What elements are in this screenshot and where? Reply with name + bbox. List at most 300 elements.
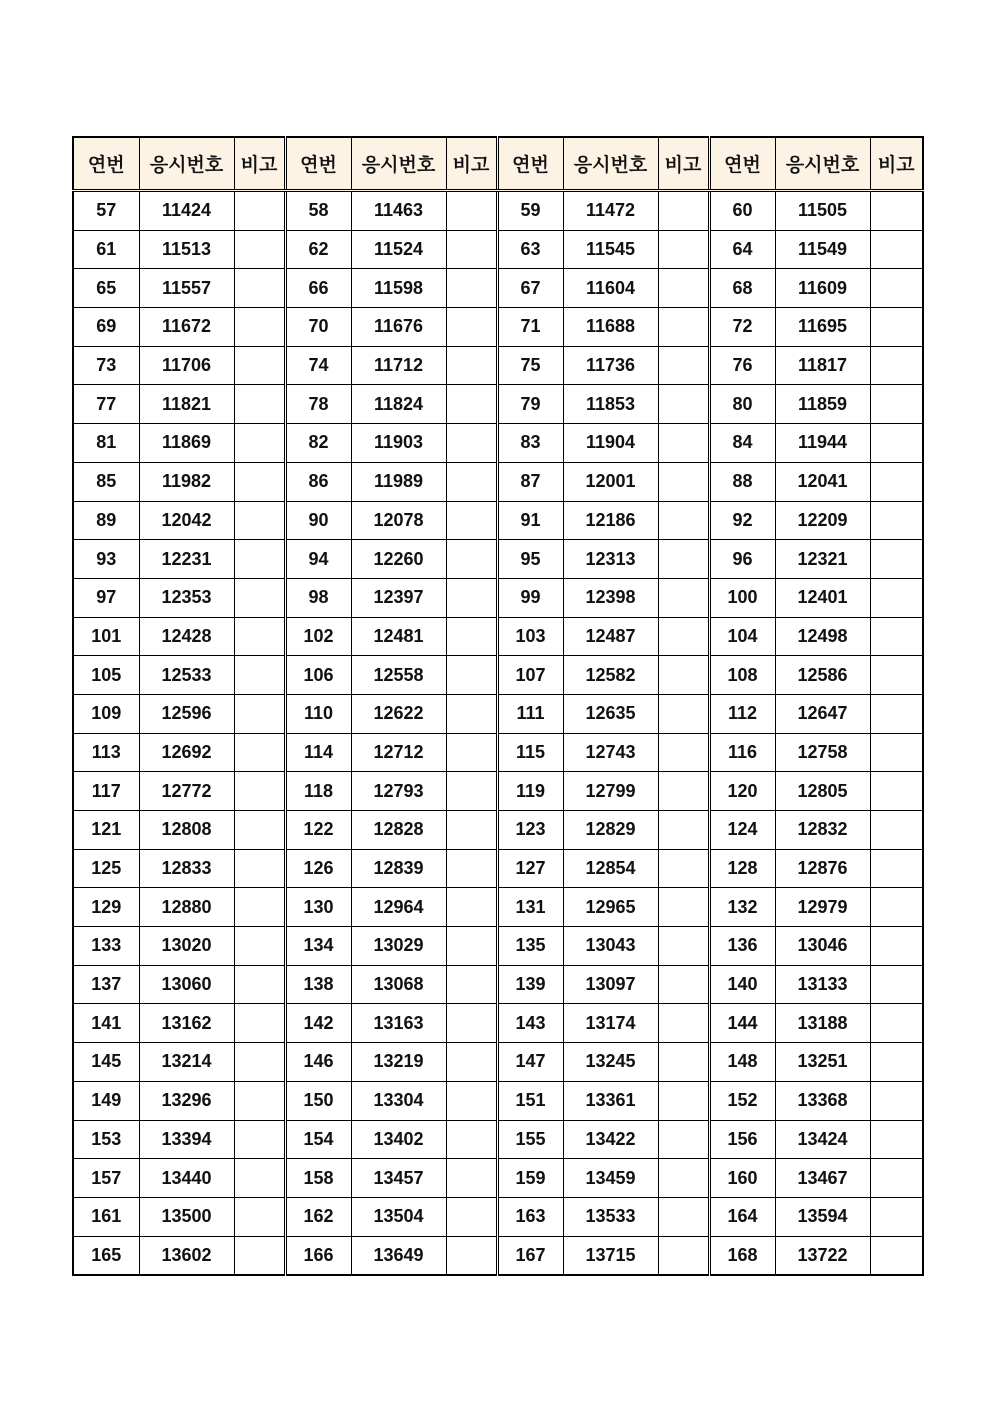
note-cell bbox=[870, 191, 923, 231]
seq-cell: 142 bbox=[285, 1004, 351, 1043]
exam-number-cell: 12596 bbox=[139, 694, 234, 733]
seq-cell: 133 bbox=[73, 927, 139, 966]
note-cell bbox=[234, 230, 285, 269]
note-cell bbox=[234, 965, 285, 1004]
note-cell bbox=[446, 191, 497, 231]
seq-cell: 91 bbox=[497, 501, 563, 540]
note-cell bbox=[870, 1004, 923, 1043]
note-cell bbox=[446, 424, 497, 463]
note-cell bbox=[658, 1004, 709, 1043]
table-row bbox=[73, 656, 923, 695]
note-cell bbox=[870, 424, 923, 463]
note-cell bbox=[870, 694, 923, 733]
seq-cell: 159 bbox=[497, 1159, 563, 1198]
seq-cell: 69 bbox=[73, 308, 139, 347]
note-cell bbox=[446, 269, 497, 308]
exam-number-cell: 11463 bbox=[351, 191, 446, 231]
seq-cell: 161 bbox=[73, 1197, 139, 1236]
seq-cell: 136 bbox=[709, 927, 775, 966]
seq-cell: 128 bbox=[709, 849, 775, 888]
seq-cell: 73 bbox=[73, 346, 139, 385]
exam-number-cell: 12231 bbox=[139, 540, 234, 579]
table-row bbox=[73, 888, 923, 927]
note-cell bbox=[446, 1197, 497, 1236]
header-seq: 연번 bbox=[73, 137, 139, 191]
seq-cell: 80 bbox=[709, 385, 775, 424]
exam-number-cell: 13602 bbox=[139, 1236, 234, 1275]
exam-number-cell: 13219 bbox=[351, 1043, 446, 1082]
note-cell bbox=[446, 1159, 497, 1198]
exam-number-cell: 13214 bbox=[139, 1043, 234, 1082]
note-cell bbox=[870, 927, 923, 966]
note-cell bbox=[234, 346, 285, 385]
exam-number-cell: 12498 bbox=[775, 617, 870, 656]
exam-number-cell: 12772 bbox=[139, 772, 234, 811]
exam-number-cell: 11524 bbox=[351, 230, 446, 269]
seq-cell: 78 bbox=[285, 385, 351, 424]
seq-cell: 92 bbox=[709, 501, 775, 540]
exam-number-cell: 13060 bbox=[139, 965, 234, 1004]
seq-cell: 164 bbox=[709, 1197, 775, 1236]
seq-cell: 135 bbox=[497, 927, 563, 966]
seq-cell: 79 bbox=[497, 385, 563, 424]
seq-cell: 100 bbox=[709, 578, 775, 617]
note-cell bbox=[446, 927, 497, 966]
seq-cell: 96 bbox=[709, 540, 775, 579]
note-cell bbox=[870, 308, 923, 347]
note-cell bbox=[446, 540, 497, 579]
table-row bbox=[73, 462, 923, 501]
table-header bbox=[73, 137, 923, 191]
exam-number-cell: 12186 bbox=[563, 501, 658, 540]
table-row bbox=[73, 540, 923, 579]
exam-number-cell: 11505 bbox=[775, 191, 870, 231]
exam-number-cell: 11817 bbox=[775, 346, 870, 385]
note-cell bbox=[446, 1120, 497, 1159]
note-cell bbox=[234, 1236, 285, 1275]
seq-cell: 82 bbox=[285, 424, 351, 463]
exam-number-cell: 12876 bbox=[775, 849, 870, 888]
seq-cell: 105 bbox=[73, 656, 139, 695]
exam-number-cell: 12582 bbox=[563, 656, 658, 695]
note-cell bbox=[234, 191, 285, 231]
seq-cell: 98 bbox=[285, 578, 351, 617]
exam-number-cell: 12078 bbox=[351, 501, 446, 540]
note-cell bbox=[446, 308, 497, 347]
seq-cell: 97 bbox=[73, 578, 139, 617]
seq-cell: 117 bbox=[73, 772, 139, 811]
note-cell bbox=[234, 772, 285, 811]
exam-number-cell: 12880 bbox=[139, 888, 234, 927]
note-cell bbox=[870, 540, 923, 579]
seq-cell: 152 bbox=[709, 1081, 775, 1120]
note-cell bbox=[658, 269, 709, 308]
exam-number-cell: 11859 bbox=[775, 385, 870, 424]
note-cell bbox=[446, 501, 497, 540]
seq-cell: 89 bbox=[73, 501, 139, 540]
note-cell bbox=[658, 308, 709, 347]
exam-number-cell: 11549 bbox=[775, 230, 870, 269]
seq-cell: 167 bbox=[497, 1236, 563, 1275]
table-row bbox=[73, 346, 923, 385]
note-cell bbox=[234, 1081, 285, 1120]
note-cell bbox=[234, 1120, 285, 1159]
exam-number-cell: 11609 bbox=[775, 269, 870, 308]
seq-cell: 144 bbox=[709, 1004, 775, 1043]
note-cell bbox=[234, 1197, 285, 1236]
seq-cell: 115 bbox=[497, 733, 563, 772]
exam-number-cell: 12743 bbox=[563, 733, 658, 772]
note-cell bbox=[234, 888, 285, 927]
table-row bbox=[73, 733, 923, 772]
exam-number-cell: 13162 bbox=[139, 1004, 234, 1043]
seq-cell: 151 bbox=[497, 1081, 563, 1120]
note-cell bbox=[658, 191, 709, 231]
exam-number-cell: 11989 bbox=[351, 462, 446, 501]
exam-number-cell: 11545 bbox=[563, 230, 658, 269]
seq-cell: 102 bbox=[285, 617, 351, 656]
exam-number-cell: 13422 bbox=[563, 1120, 658, 1159]
seq-cell: 116 bbox=[709, 733, 775, 772]
seq-cell: 75 bbox=[497, 346, 563, 385]
exam-number-cell: 13043 bbox=[563, 927, 658, 966]
exam-number-cell: 12313 bbox=[563, 540, 658, 579]
seq-cell: 95 bbox=[497, 540, 563, 579]
exam-number-cell: 12398 bbox=[563, 578, 658, 617]
note-cell bbox=[446, 888, 497, 927]
seq-cell: 124 bbox=[709, 811, 775, 850]
seq-cell: 165 bbox=[73, 1236, 139, 1275]
seq-cell: 129 bbox=[73, 888, 139, 927]
note-cell bbox=[234, 578, 285, 617]
note-cell bbox=[234, 656, 285, 695]
note-cell bbox=[446, 578, 497, 617]
table-row bbox=[73, 617, 923, 656]
note-cell bbox=[870, 501, 923, 540]
seq-cell: 139 bbox=[497, 965, 563, 1004]
exam-number-cell: 13467 bbox=[775, 1159, 870, 1198]
seq-cell: 58 bbox=[285, 191, 351, 231]
note-cell bbox=[870, 617, 923, 656]
seq-cell: 163 bbox=[497, 1197, 563, 1236]
seq-cell: 141 bbox=[73, 1004, 139, 1043]
seq-cell: 119 bbox=[497, 772, 563, 811]
exam-number-cell: 12586 bbox=[775, 656, 870, 695]
exam-number-cell: 13457 bbox=[351, 1159, 446, 1198]
exam-number-cell: 13649 bbox=[351, 1236, 446, 1275]
exam-number-cell: 13440 bbox=[139, 1159, 234, 1198]
exam-number-cell: 11982 bbox=[139, 462, 234, 501]
seq-cell: 120 bbox=[709, 772, 775, 811]
seq-cell: 85 bbox=[73, 462, 139, 501]
table-row bbox=[73, 230, 923, 269]
seq-cell: 93 bbox=[73, 540, 139, 579]
table-row bbox=[73, 308, 923, 347]
exam-number-cell: 12799 bbox=[563, 772, 658, 811]
seq-cell: 103 bbox=[497, 617, 563, 656]
note-cell bbox=[234, 617, 285, 656]
seq-cell: 114 bbox=[285, 733, 351, 772]
exam-number-cell: 12428 bbox=[139, 617, 234, 656]
seq-cell: 154 bbox=[285, 1120, 351, 1159]
exam-number-cell: 13296 bbox=[139, 1081, 234, 1120]
note-cell bbox=[658, 1197, 709, 1236]
table-row bbox=[73, 1081, 923, 1120]
exam-number-cell: 13533 bbox=[563, 1197, 658, 1236]
table-row bbox=[73, 1043, 923, 1082]
note-cell bbox=[658, 617, 709, 656]
note-cell bbox=[446, 811, 497, 850]
exam-number-cell: 12793 bbox=[351, 772, 446, 811]
seq-cell: 62 bbox=[285, 230, 351, 269]
note-cell bbox=[870, 230, 923, 269]
note-cell bbox=[870, 849, 923, 888]
note-cell bbox=[870, 269, 923, 308]
seq-cell: 146 bbox=[285, 1043, 351, 1082]
exam-number-cell: 12558 bbox=[351, 656, 446, 695]
seq-cell: 137 bbox=[73, 965, 139, 1004]
exam-number-cell: 12808 bbox=[139, 811, 234, 850]
exam-number-cell: 11672 bbox=[139, 308, 234, 347]
note-cell bbox=[658, 424, 709, 463]
header-exam-number: 응시번호 bbox=[775, 137, 870, 191]
seq-cell: 168 bbox=[709, 1236, 775, 1275]
table-row bbox=[73, 1120, 923, 1159]
exam-number-cell: 12712 bbox=[351, 733, 446, 772]
seq-cell: 77 bbox=[73, 385, 139, 424]
seq-cell: 134 bbox=[285, 927, 351, 966]
exam-number-cell: 11904 bbox=[563, 424, 658, 463]
exam-number-cell: 11821 bbox=[139, 385, 234, 424]
note-cell bbox=[446, 617, 497, 656]
seq-cell: 81 bbox=[73, 424, 139, 463]
table-row bbox=[73, 1236, 923, 1275]
seq-cell: 112 bbox=[709, 694, 775, 733]
seq-cell: 125 bbox=[73, 849, 139, 888]
note-cell bbox=[658, 230, 709, 269]
table-row bbox=[73, 1004, 923, 1043]
exam-number-cell: 13459 bbox=[563, 1159, 658, 1198]
exam-number-cell: 11903 bbox=[351, 424, 446, 463]
note-cell bbox=[234, 462, 285, 501]
exam-number-cell: 13097 bbox=[563, 965, 658, 1004]
table-row bbox=[73, 694, 923, 733]
exam-number-cell: 13068 bbox=[351, 965, 446, 1004]
seq-cell: 83 bbox=[497, 424, 563, 463]
exam-number-cell: 12042 bbox=[139, 501, 234, 540]
note-cell bbox=[870, 888, 923, 927]
exam-number-cell: 12353 bbox=[139, 578, 234, 617]
seq-cell: 123 bbox=[497, 811, 563, 850]
note-cell bbox=[658, 1081, 709, 1120]
note-cell bbox=[234, 385, 285, 424]
exam-number-cell: 13029 bbox=[351, 927, 446, 966]
exam-number-cell: 11944 bbox=[775, 424, 870, 463]
exam-number-cell: 11598 bbox=[351, 269, 446, 308]
seq-cell: 113 bbox=[73, 733, 139, 772]
exam-number-cell: 13245 bbox=[563, 1043, 658, 1082]
note-cell bbox=[658, 346, 709, 385]
seq-cell: 86 bbox=[285, 462, 351, 501]
exam-number-cell: 13361 bbox=[563, 1081, 658, 1120]
table-body bbox=[73, 191, 923, 1276]
seq-cell: 138 bbox=[285, 965, 351, 1004]
note-cell bbox=[446, 462, 497, 501]
exam-number-cell: 12321 bbox=[775, 540, 870, 579]
seq-cell: 166 bbox=[285, 1236, 351, 1275]
exam-number-cell: 11712 bbox=[351, 346, 446, 385]
seq-cell: 71 bbox=[497, 308, 563, 347]
exam-number-cell: 11676 bbox=[351, 308, 446, 347]
seq-cell: 70 bbox=[285, 308, 351, 347]
seq-cell: 148 bbox=[709, 1043, 775, 1082]
note-cell bbox=[658, 733, 709, 772]
note-cell bbox=[234, 1004, 285, 1043]
note-cell bbox=[658, 888, 709, 927]
table-row bbox=[73, 965, 923, 1004]
note-cell bbox=[870, 1159, 923, 1198]
exam-number-cell: 13020 bbox=[139, 927, 234, 966]
table-row bbox=[73, 578, 923, 617]
note-cell bbox=[234, 424, 285, 463]
note-cell bbox=[658, 578, 709, 617]
note-cell bbox=[870, 965, 923, 1004]
note-cell bbox=[446, 230, 497, 269]
note-cell bbox=[446, 965, 497, 1004]
table-row bbox=[73, 269, 923, 308]
note-cell bbox=[870, 1043, 923, 1082]
exam-number-cell: 12533 bbox=[139, 656, 234, 695]
exam-number-cell: 13188 bbox=[775, 1004, 870, 1043]
seq-cell: 143 bbox=[497, 1004, 563, 1043]
seq-cell: 132 bbox=[709, 888, 775, 927]
seq-cell: 74 bbox=[285, 346, 351, 385]
seq-cell: 107 bbox=[497, 656, 563, 695]
note-cell bbox=[446, 733, 497, 772]
note-cell bbox=[658, 772, 709, 811]
exam-number-cell: 12805 bbox=[775, 772, 870, 811]
exam-number-cell: 12647 bbox=[775, 694, 870, 733]
exam-number-cell: 13174 bbox=[563, 1004, 658, 1043]
exam-number-cell: 13163 bbox=[351, 1004, 446, 1043]
seq-cell: 145 bbox=[73, 1043, 139, 1082]
seq-cell: 109 bbox=[73, 694, 139, 733]
seq-cell: 162 bbox=[285, 1197, 351, 1236]
header-note: 비고 bbox=[446, 137, 497, 191]
exam-number-cell: 11688 bbox=[563, 308, 658, 347]
note-cell bbox=[658, 1120, 709, 1159]
table-row bbox=[73, 385, 923, 424]
note-cell bbox=[870, 385, 923, 424]
seq-cell: 94 bbox=[285, 540, 351, 579]
seq-cell: 68 bbox=[709, 269, 775, 308]
note-cell bbox=[658, 965, 709, 1004]
note-cell bbox=[446, 694, 497, 733]
note-cell bbox=[870, 462, 923, 501]
note-cell bbox=[234, 540, 285, 579]
note-cell bbox=[658, 849, 709, 888]
note-cell bbox=[870, 1197, 923, 1236]
note-cell bbox=[870, 1120, 923, 1159]
seq-cell: 87 bbox=[497, 462, 563, 501]
seq-cell: 130 bbox=[285, 888, 351, 927]
note-cell bbox=[870, 1236, 923, 1275]
seq-cell: 127 bbox=[497, 849, 563, 888]
exam-number-cell: 13394 bbox=[139, 1120, 234, 1159]
note-cell bbox=[234, 308, 285, 347]
exam-number-cell: 12635 bbox=[563, 694, 658, 733]
note-cell bbox=[234, 269, 285, 308]
seq-cell: 160 bbox=[709, 1159, 775, 1198]
exam-number-cell: 11869 bbox=[139, 424, 234, 463]
exam-number-cell: 11853 bbox=[563, 385, 658, 424]
header-row bbox=[73, 137, 923, 191]
note-cell bbox=[870, 578, 923, 617]
note-cell bbox=[446, 1236, 497, 1275]
seq-cell: 76 bbox=[709, 346, 775, 385]
seq-cell: 63 bbox=[497, 230, 563, 269]
table-row bbox=[73, 811, 923, 850]
note-cell bbox=[234, 811, 285, 850]
note-cell bbox=[658, 927, 709, 966]
note-cell bbox=[446, 385, 497, 424]
note-cell bbox=[658, 540, 709, 579]
note-cell bbox=[446, 772, 497, 811]
table-row bbox=[73, 1159, 923, 1198]
exam-number-cell: 12487 bbox=[563, 617, 658, 656]
seq-cell: 57 bbox=[73, 191, 139, 231]
exam-number-cell: 12964 bbox=[351, 888, 446, 927]
seq-cell: 131 bbox=[497, 888, 563, 927]
header-note: 비고 bbox=[658, 137, 709, 191]
note-cell bbox=[658, 385, 709, 424]
exam-number-cell: 12828 bbox=[351, 811, 446, 850]
note-cell bbox=[658, 462, 709, 501]
table-row bbox=[73, 849, 923, 888]
seq-cell: 126 bbox=[285, 849, 351, 888]
exam-number-cell: 11706 bbox=[139, 346, 234, 385]
exam-number-cell: 13500 bbox=[139, 1197, 234, 1236]
seq-cell: 155 bbox=[497, 1120, 563, 1159]
exam-number-cell: 12481 bbox=[351, 617, 446, 656]
note-cell bbox=[658, 656, 709, 695]
seq-cell: 122 bbox=[285, 811, 351, 850]
seq-cell: 72 bbox=[709, 308, 775, 347]
exam-number-cell: 12260 bbox=[351, 540, 446, 579]
header-seq: 연번 bbox=[497, 137, 563, 191]
note-cell bbox=[870, 346, 923, 385]
exam-number-cell: 13046 bbox=[775, 927, 870, 966]
note-cell bbox=[870, 772, 923, 811]
seq-cell: 111 bbox=[497, 694, 563, 733]
seq-cell: 150 bbox=[285, 1081, 351, 1120]
exam-number-cell: 11513 bbox=[139, 230, 234, 269]
seq-cell: 156 bbox=[709, 1120, 775, 1159]
note-cell bbox=[658, 811, 709, 850]
exam-number-cell: 12833 bbox=[139, 849, 234, 888]
header-seq: 연번 bbox=[285, 137, 351, 191]
table-row bbox=[73, 772, 923, 811]
header-note: 비고 bbox=[870, 137, 923, 191]
note-cell bbox=[234, 501, 285, 540]
header-seq: 연번 bbox=[709, 137, 775, 191]
seq-cell: 67 bbox=[497, 269, 563, 308]
note-cell bbox=[446, 1043, 497, 1082]
exam-number-cell: 12965 bbox=[563, 888, 658, 927]
exam-number-cell: 11604 bbox=[563, 269, 658, 308]
exam-number-cell: 12832 bbox=[775, 811, 870, 850]
note-cell bbox=[658, 694, 709, 733]
